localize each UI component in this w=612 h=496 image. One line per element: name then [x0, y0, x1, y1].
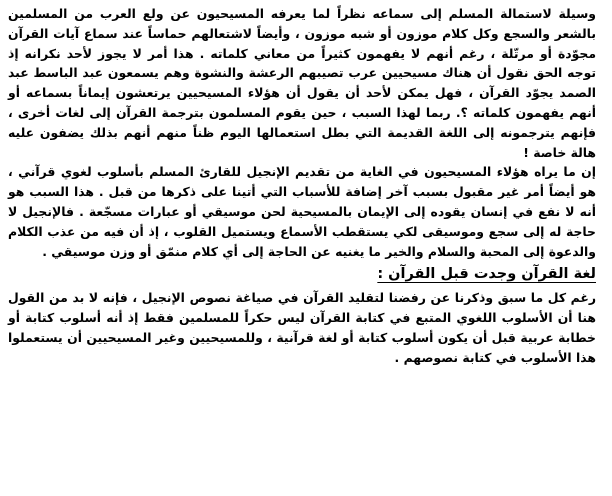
body-paragraph: إن ما يراه هؤلاء المسيحيون في الغاية من تقديم الإنجيل للقارئ المسلم بأسلوب لغوي قرآني ، هو أيضاً أمر غير مقبول بسبب آخر إضافة للأسباب التي أتينا على ذكرها من قبل . هذا السبب هو أنه لا نفع في إنسان يقوده إلى الإيمان بالمسيحية لحن موسيقي أو عبارات مسجّعة . فالإنجيل لا حاجة له إلى سجع وموسيقى لكي يستقطب الأسماع ويستميل القلوب ، إذ أن فيه من عذب الكلام والدعوة إلى المحبة والسلام والخير ما يغنيه عن الحاجة إلى أي كلام منمّق أو وزن موسيقي . — [8, 164, 596, 259]
section-heading: لغة القرآن وجدت قبل القرآن : — [377, 266, 596, 283]
body-paragraph: رغم كل ما سبق وذكرنا عن رفضنا لتقليد القرآن في صياغة نصوص الإنجيل ، فإنه لا بد من القول هنا أن الأسلوب اللغوي المتبع في كتابة القرآن ليس حكراً للمسلمين فقط إذ أنه أسلوب كتابة أو خطابة عربية قبل أن يكون أسلوب كتابة أو لغة قرآنية ، وللمسيحيين وغير المسيحيين أن يستعملوا هذا الأسلوب في كتابة نصوصهم . — [8, 290, 596, 365]
body-paragraph: وسيلة لاستمالة المسلم إلى سماعه نظراً لما يعرفه المسيحيون عن ولع العرب من المسلمين بالشعر والسجع وكل كلام موزون أو شبه موزون ، وأيضاً لاشتعالهم حماساً عند سماع آيات القرآن مجوّدة أو مرتّلة ، رغم أنهم لا يفهمون كثيراً من معاني كلماته . هذا أمر لا يجوز لأحد نكرانه إذ توجه الحق نقول أن هناك مسيحيين عرب تصيبهم الرعشة والنشوة وهم يسمعون عبد الباسط عبد الصمد يجوّد القرآن ، فهل يمكن لأحد أن يقول أن هؤلاء المسيحيين يرتعشون إيماناً بسماعه أو أنهم يفهمون كلماته ؟. ربما لهذا السبب ، حين يقوم المسلمون بترجمة القرآن إلى لغات أخرى ، فإنهم يترجمونه إلى اللغة القديمة التي بطل استعمالها اليوم ظناً منهم أنهم بذلك يضفون عليه هالة خاصة ! — [8, 6, 596, 160]
